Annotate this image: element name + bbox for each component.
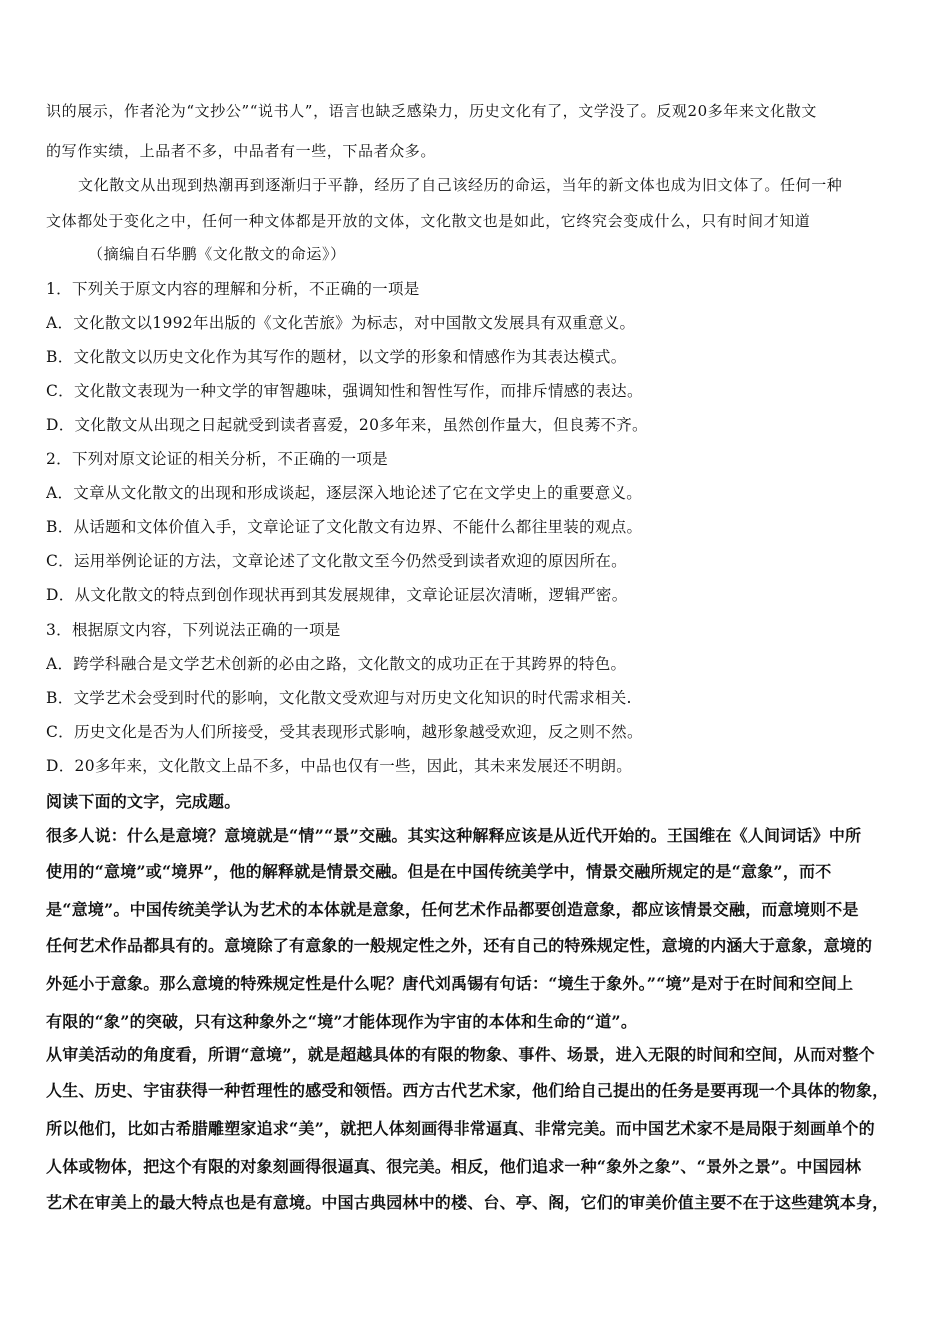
question-3-option-d: D．20多年来，文化散文上品不多，中品也仅有一些，因此，其未来发展还不明朗。 (46, 757, 633, 775)
passage1-line-4: 文体都处于变化之中，任何一种文体都是开放的文体，文化散文也是如此，它终究会变成什么，只有时间才知道 (46, 212, 811, 230)
question-1-option-d: D．文化散文从出现之日起就受到读者喜爱，20多年来，虽然创作量大，但良莠不齐。 (46, 416, 648, 434)
question-3-option-b: B．文学艺术会受到时代的影响，文化散文受欢迎与对历史文化知识的时代需求相关. (46, 689, 632, 707)
passage2-line-8: 人生、历史、宇宙获得一种哲理性的感受和领悟。西方古代艺术家，他们给自己提出的任务是要再现一个具体的物象， (46, 1081, 889, 1100)
passage2-line-7: 从审美活动的角度看，所谓“意境”，就是超越具体的有限的物象、事件、场景，进入无限的时间和空间，从而对整个 (46, 1045, 875, 1064)
passage1-line-3: 文化散文从出现到热潮再到逐渐归于平静，经历了自己该经历的命运，当年的新文体也成为旧文体了。任何一种 (78, 176, 843, 194)
question-3-option-c: C．历史文化是否为人们所接受，受其表现形式影响，越形象越受欢迎，反之则不然。 (46, 723, 643, 741)
question-2-option-a: A．文章从文化散文的出现和形成谈起，逐层深入地论述了它在文学史上的重要意义。 (46, 484, 643, 502)
question-2-option-d: D．从文化散文的特点到创作现状再到其发展规律，文章论证层次清晰，逻辑严密。 (46, 586, 628, 604)
passage2-line-10: 人体或物体，把这个有限的对象刻画得很逼真、很完美。相反，他们追求一种“象外之象”、“景外之景”。中国园林 (46, 1157, 862, 1176)
question-2-option-c: C．运用举例论证的方法，文章论述了文化散文至今仍然受到读者欢迎的原因所在。 (46, 552, 627, 570)
passage2-line-5: 外延小于意象。那么意境的特殊规定性是什么呢？唐代刘禹锡有句话：“境生于象外。”“境”是对于在时间和空间上 (46, 974, 854, 993)
passage2-line-3: 是“意境”。中国传统美学认为艺术的本体就是意象，任何艺术作品都要创造意象，都应该情景交融，而意境则不是 (46, 900, 859, 919)
question-1-option-c: C．文化散文表现为一种文学的审智趣味，强调知性和智性写作，而排斥情感的表达。 (46, 382, 643, 400)
question-3-stem: 3．根据原文内容，下列说法正确的一项是 (46, 621, 341, 639)
passage2-line-2: 使用的“意境”或“境界”，他的解释就是情景交融。但是在中国传统美学中，情景交融所规定的是“意象”，而不 (46, 862, 832, 881)
question-3-option-a: A．跨学科融合是文学艺术创新的必由之路，文化散文的成功正在于其跨界的特色。 (46, 655, 627, 673)
passage1-source: （摘编自石华鹏《文化散文的命运》） (88, 245, 346, 263)
passage2-line-9: 所以他们，比如古希腊雕塑家追求“美”，就把人体刻画得非常逼真、非常完美。而中国艺术家不是局限于刻画单个的 (46, 1119, 875, 1138)
passage2-line-6: 有限的“象”的突破，只有这种象外之“境”才能体现作为宇宙的本体和生命的“道”。 (46, 1012, 638, 1031)
passage2-line-4: 任何艺术作品都具有的。意境除了有意象的一般规定性之外，还有自己的特殊规定性，意境的内涵大于意象，意境的 (46, 936, 873, 955)
question-2-stem: 2．下列对原文论证的相关分析，不正确的一项是 (46, 450, 388, 468)
passage2-line-1: 很多人说：什么是意境？意境就是“情”“景”交融。其实这种解释应该是从近代开始的。王国维在《人间词话》中所 (46, 826, 862, 845)
question-1-option-a: A．文化散文以1992年出版的《文化苦旅》为标志，对中国散文发展具有双重意义。 (46, 314, 636, 332)
question-2-option-b: B．从话题和文体价值入手，文章论证了文化散文有边界、不能什么都往里装的观点。 (46, 518, 643, 536)
passage1-line-2: 的写作实绩，上品者不多，中品者有一些，下品者众多。 (46, 142, 437, 160)
passage2-instruction: 阅读下面的文字，完成题。 (46, 792, 241, 811)
passage1-line-1: 识的展示，作者沦为“文抄公”“说书人”，语言也缺乏感染力，历史文化有了，文学没了。反观20多年来文化散文 (46, 102, 817, 120)
question-1-option-b: B．文化散文以历史文化作为其写作的题材，以文学的形象和情感作为其表达模式。 (46, 348, 627, 366)
question-1-stem: 1．下列关于原文内容的理解和分析，不正确的一项是 (46, 280, 420, 298)
passage2-line-11: 艺术在审美上的最大特点也是有意境。中国古典园林中的楼、台、亭、阁，它们的审美价值主要不在于这些建筑本身， (46, 1193, 889, 1212)
